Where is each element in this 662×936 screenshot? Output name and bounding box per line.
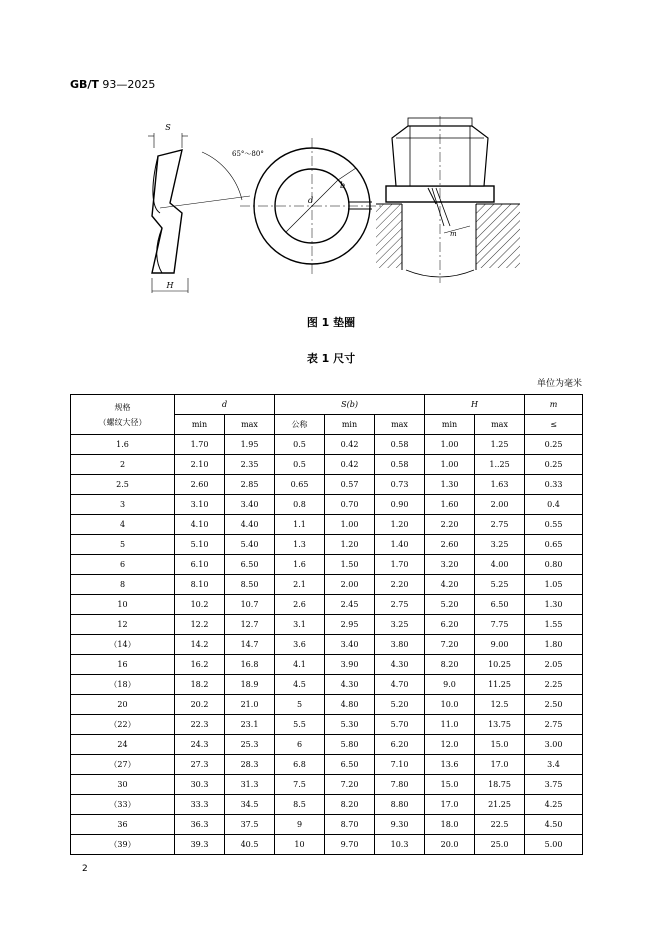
table-cell: 3.25 [375,615,425,635]
table-cell: 3.20 [425,555,475,575]
table-cell: 40.5 [225,835,275,855]
table-cell: 24.3 [175,735,225,755]
table-cell: 12.2 [175,615,225,635]
table-cell: 1.00 [325,515,375,535]
table-cell: 2.1 [275,575,325,595]
label-m: m [450,230,457,238]
table-cell: 1.3 [275,535,325,555]
table-cell-spec: 2.5 [71,475,175,495]
table-cell: 10.25 [475,655,525,675]
table-cell: 9 [275,815,325,835]
bolt-assembly-view [376,116,520,283]
header-h: H [425,395,525,415]
header-d: d [175,395,275,415]
table-cell-spec: （27） [71,755,175,775]
label-angle: 65°～80° [232,150,264,158]
table-row [71,675,583,695]
table-cell: 21.0 [225,695,275,715]
table-cell: 5.00 [525,835,583,855]
table-row [71,455,583,475]
table-cell: 4.80 [325,695,375,715]
table-cell: 0.42 [325,455,375,475]
table-cell: 4.20 [425,575,475,595]
table-cell: 15.0 [475,735,525,755]
table-cell: 2.60 [425,535,475,555]
header-d-min: min [175,415,225,435]
table-cell: 2.35 [225,455,275,475]
table-cell: 3.80 [375,635,425,655]
table-cell-spec: 12 [71,615,175,635]
table-cell: 7.75 [475,615,525,635]
table-cell-spec: 6 [71,555,175,575]
table-cell: 13.6 [425,755,475,775]
table-cell: 11.0 [425,715,475,735]
table-cell: 9.0 [425,675,475,695]
table-cell: 2.50 [525,695,583,715]
table-row [71,715,583,735]
label-s: S [165,123,171,132]
table-cell: 6.8 [275,755,325,775]
table-row [71,635,583,655]
header-h-min: min [425,415,475,435]
table-row [71,695,583,715]
table-cell: 4.25 [525,795,583,815]
table-cell: 0.58 [375,435,425,455]
table-cell: 1.6 [275,555,325,575]
table-cell: 20.2 [175,695,225,715]
table-cell: 5.20 [425,595,475,615]
label-h: H [166,281,174,290]
table-cell: 2.95 [325,615,375,635]
table-cell: 0.58 [375,455,425,475]
table-cell: 1.00 [425,435,475,455]
header-s: S(b) [275,395,425,415]
table-cell: 25.3 [225,735,275,755]
table-cell: 4.30 [325,675,375,695]
table-cell: 0.5 [275,455,325,475]
table-cell: 23.1 [225,715,275,735]
table-cell: 10.7 [225,595,275,615]
header-m-le: ≤ [525,415,583,435]
header-s-max: max [375,415,425,435]
table-cell: 1.50 [325,555,375,575]
table-cell: 18.0 [425,815,475,835]
table-cell: 10.2 [175,595,225,615]
table-cell: 1.95 [225,435,275,455]
table-cell: 0.5 [275,435,325,455]
table-cell: 0.73 [375,475,425,495]
washer-drawing [140,108,520,308]
table-cell: 4.40 [225,515,275,535]
table-cell: 28.3 [225,755,275,775]
table-cell: 2.20 [425,515,475,535]
table-cell-spec: 36 [71,815,175,835]
table-cell: 18.75 [475,775,525,795]
table-cell: 3.6 [275,635,325,655]
table-cell: 0.55 [525,515,583,535]
table-cell: 1.80 [525,635,583,655]
table-cell: 4.50 [525,815,583,835]
table-cell: 2.25 [525,675,583,695]
table-row [71,535,583,555]
table-cell: 25.0 [475,835,525,855]
table-cell: 2.05 [525,655,583,675]
table-row [71,655,583,675]
table-cell: 39.3 [175,835,225,855]
table-cell-spec: （39） [71,835,175,855]
table-cell: 6.20 [375,735,425,755]
table-cell: 16.2 [175,655,225,675]
table-row [71,755,583,775]
table-cell: 22.3 [175,715,225,735]
header-d-max: max [225,415,275,435]
table-cell-spec: 3 [71,495,175,515]
table-cell: 14.2 [175,635,225,655]
table-cell: 1.70 [175,435,225,455]
header-h-max: max [475,415,525,435]
table-cell: 17.0 [475,755,525,775]
header-s-nominal: 公称 [275,415,325,435]
table-cell: 7.10 [375,755,425,775]
table-cell: 8.50 [225,575,275,595]
table-cell: 7.20 [425,635,475,655]
table-cell: 1.60 [425,495,475,515]
table-cell: 1.30 [525,595,583,615]
table-cell: 8.5 [275,795,325,815]
table-cell: 14.7 [225,635,275,655]
table-cell: 30.3 [175,775,225,795]
table-row [71,575,583,595]
table-cell: 6.10 [175,555,225,575]
table-cell: 4.70 [375,675,425,695]
table-cell: 2.45 [325,595,375,615]
table-cell: 5.5 [275,715,325,735]
table-cell: 4.1 [275,655,325,675]
table-cell-spec: 30 [71,775,175,795]
table-cell: 1.05 [525,575,583,595]
table-cell-spec: 4 [71,515,175,535]
table-cell: 3.00 [525,735,583,755]
standard-code-number: 93—2025 [98,78,156,91]
table-cell: 6.20 [425,615,475,635]
table-row [71,555,583,575]
table-cell: 12.0 [425,735,475,755]
table-cell: 16.8 [225,655,275,675]
table-cell: 3.40 [225,495,275,515]
standard-code [70,78,155,91]
table-cell: 3.1 [275,615,325,635]
table-cell: 5.40 [225,535,275,555]
header-spec-line2: （螺纹大径） [98,417,147,427]
label-d: d [308,196,314,205]
table-cell: 2.00 [475,495,525,515]
table-cell: 0.25 [525,435,583,455]
table-cell: 31.3 [225,775,275,795]
washer-front-view [240,138,384,274]
table-cell: 10.0 [425,695,475,715]
table-cell: 0.25 [525,455,583,475]
table-cell: 0.90 [375,495,425,515]
table-row [71,775,583,795]
header-spec-line1: 规格 [114,402,131,412]
table-cell: 13.75 [475,715,525,735]
table-cell: 1.20 [325,535,375,555]
table-cell: 0.57 [325,475,375,495]
table-cell: 3.25 [475,535,525,555]
table-cell: 4.00 [475,555,525,575]
table-cell: 1.63 [475,475,525,495]
table-cell: 8.70 [325,815,375,835]
table-cell: 3.90 [325,655,375,675]
table-cell: 5.70 [375,715,425,735]
table-cell: 0.65 [275,475,325,495]
table-cell-spec: 24 [71,735,175,755]
table-cell: 1.55 [525,615,583,635]
table-cell: 5.25 [475,575,525,595]
table-row [71,735,583,755]
table-cell: 37.5 [225,815,275,835]
table-cell: 2.85 [225,475,275,495]
table-cell: 27.3 [175,755,225,775]
table-cell: 33.3 [175,795,225,815]
table-cell: 7.5 [275,775,325,795]
page-number: 2 [82,864,88,874]
table-cell: 4.10 [175,515,225,535]
table-cell: 1.40 [375,535,425,555]
table-cell: 1.1 [275,515,325,535]
table-cell: 1.20 [375,515,425,535]
table-cell: 0.42 [325,435,375,455]
table-cell-spec: 20 [71,695,175,715]
table-header [71,395,583,435]
table-cell-spec: 1.6 [71,435,175,455]
table-cell: 6 [275,735,325,755]
table-cell: 6.50 [225,555,275,575]
table-cell: 34.5 [225,795,275,815]
table-cell-spec: 5 [71,535,175,555]
table-cell: 5.20 [375,695,425,715]
table-cell: 6.50 [475,595,525,615]
table-cell: 2.10 [175,455,225,475]
table-cell-spec: （33） [71,795,175,815]
table-cell-spec: （22） [71,715,175,735]
table-cell-spec: 2 [71,455,175,475]
table-cell: 18.2 [175,675,225,695]
table-cell: 0.65 [525,535,583,555]
table-row [71,515,583,535]
table-row [71,815,583,835]
table-cell: 3.4 [525,755,583,775]
table-cell: 7.80 [375,775,425,795]
table-cell-spec: 10 [71,595,175,615]
table-cell: 9.70 [325,835,375,855]
header-spec [71,395,175,435]
table-cell: 17.0 [425,795,475,815]
table-cell: 12.7 [225,615,275,635]
table-cell: 1..25 [475,455,525,475]
table-cell: 8.20 [325,795,375,815]
table-cell: 8.20 [425,655,475,675]
table-cell: 1.00 [425,455,475,475]
table-row [71,495,583,515]
header-m: m [525,395,583,415]
table-cell: 10.3 [375,835,425,855]
table-cell: 2.20 [375,575,425,595]
table-row [71,435,583,455]
table-cell: 18.9 [225,675,275,695]
header-s-min: min [325,415,375,435]
table-cell: 2.75 [375,595,425,615]
table-cell: 6.50 [325,755,375,775]
table-cell-spec: （14） [71,635,175,655]
table-cell: 5.10 [175,535,225,555]
table-cell: 12.5 [475,695,525,715]
table-cell: 3.10 [175,495,225,515]
table-row [71,795,583,815]
table-cell: 8.80 [375,795,425,815]
table-row [71,595,583,615]
table-cell: 1.25 [475,435,525,455]
table-cell: 5.80 [325,735,375,755]
table-cell: 3.40 [325,635,375,655]
table-body [71,435,583,855]
table-cell: 11.25 [475,675,525,695]
table-cell: 21.25 [475,795,525,815]
table-cell: 0.70 [325,495,375,515]
table-cell: 2.60 [175,475,225,495]
table-cell: 10 [275,835,325,855]
table-cell: 0.4 [525,495,583,515]
table-cell: 4.30 [375,655,425,675]
table-cell: 3.75 [525,775,583,795]
table-cell: 7.20 [325,775,375,795]
dimensions-table [70,394,583,855]
table-cell: 9.00 [475,635,525,655]
table-cell: 22.5 [475,815,525,835]
table-cell: 0.8 [275,495,325,515]
table-cell: 36.3 [175,815,225,835]
table-cell: 4.5 [275,675,325,695]
table-cell-spec: 8 [71,575,175,595]
table-cell: 5.30 [325,715,375,735]
table-cell: 8.10 [175,575,225,595]
table-caption: 表 1 尺寸 [306,352,356,365]
table-cell: 0.33 [525,475,583,495]
label-b: b [340,181,346,190]
table-cell: 15.0 [425,775,475,795]
table-cell: 1.70 [375,555,425,575]
table-cell-spec: 16 [71,655,175,675]
table-row [71,475,583,495]
unit-note: 单位为毫米 [536,379,582,389]
table-cell: 2.75 [475,515,525,535]
standard-code-prefix: GB/T [70,78,99,91]
table-cell: 9.30 [375,815,425,835]
table-cell: 20.0 [425,835,475,855]
table-cell-spec: （18） [71,675,175,695]
table-cell: 5 [275,695,325,715]
table-row [71,835,583,855]
table-cell: 2.00 [325,575,375,595]
figure-caption: 图 1 垫圈 [306,316,356,329]
table-cell: 2.6 [275,595,325,615]
table-row [71,615,583,635]
table-cell: 0.80 [525,555,583,575]
table-cell: 2.75 [525,715,583,735]
table-cell: 1.30 [425,475,475,495]
